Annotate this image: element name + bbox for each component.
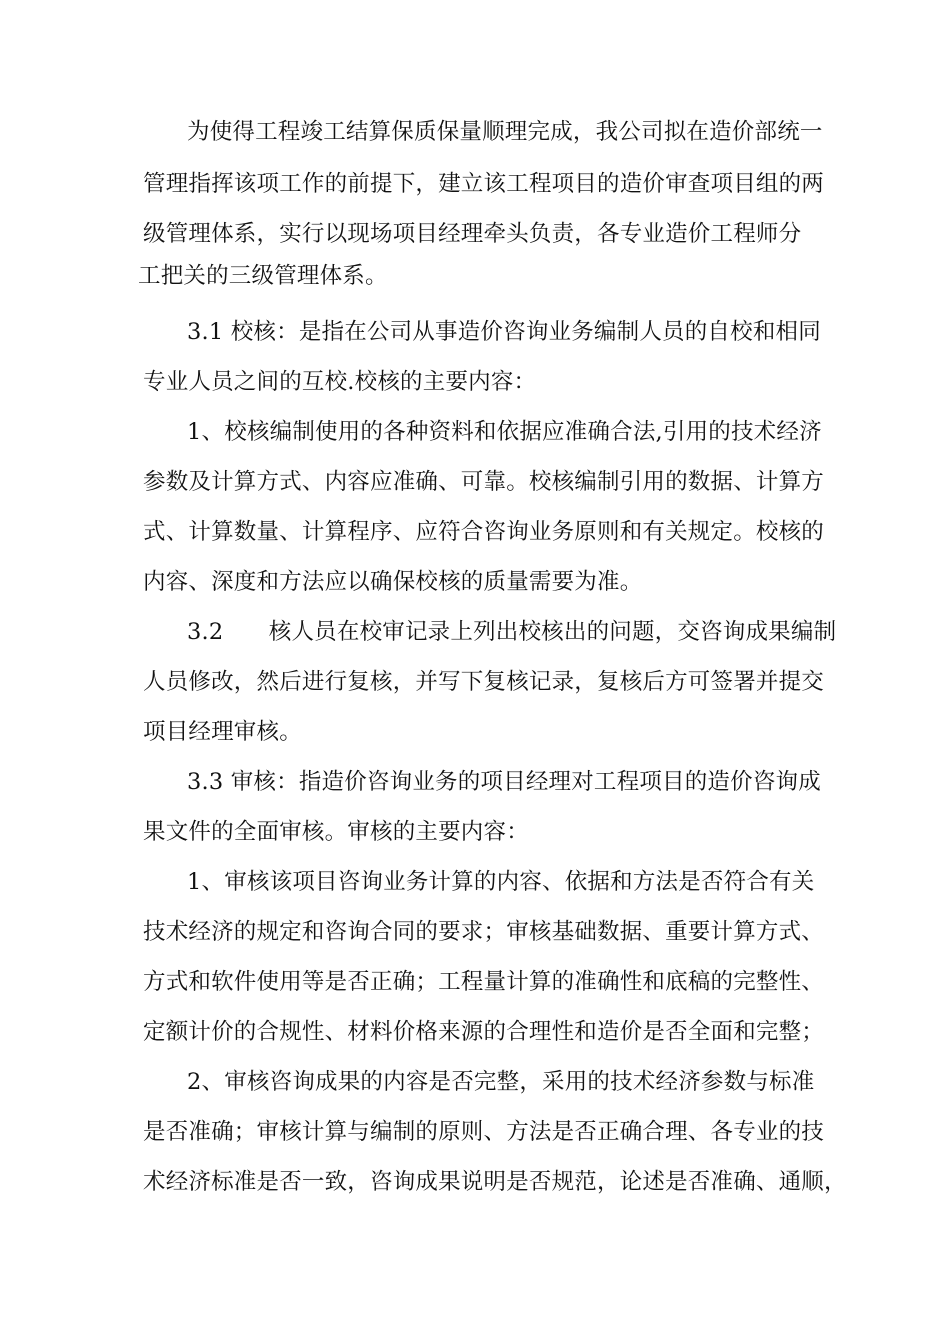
- text-line-18: 方式和软件使用等是否正确；工程量计算的准确性和底稿的完整性、: [143, 969, 825, 995]
- text-line-14: 3.3 审核：指造价咨询业务的项目经理对工程项目的造价咨询成: [187, 769, 821, 795]
- text-line-19: 定额计价的合规性、材料价格来源的合理性和造价是否全面和完整；: [143, 1019, 825, 1045]
- text-line-9: 式、计算数量、计算程序、应符合咨询业务原则和有关规定。校核的: [143, 519, 825, 545]
- text-line-17: 技术经济的规定和咨询合同的要求；审核基础数据、重要计算方式、: [143, 919, 825, 945]
- text-line-20: 2、审核咨询成果的内容是否完整，采用的技术经济参数与标准: [187, 1069, 815, 1095]
- text-line-15: 果文件的全面审核。审核的主要内容：: [143, 819, 529, 845]
- text-line-12: 人员修改，然后进行复核，并写下复核记录，复核后方可签署并提交: [143, 669, 825, 695]
- text-line-7: 1、校核编制使用的各种资料和依据应准确合法,引用的技术经济: [187, 419, 822, 445]
- text-line-22: 术经济标准是否一致，咨询成果说明是否规范，论述是否准确、通顺，: [143, 1169, 847, 1195]
- text-line-4: 工把关的三级管理体系。: [138, 263, 388, 289]
- text-line-5: 3.1 校核：是指在公司从事造价咨询业务编制人员的自校和相同: [187, 319, 821, 345]
- text-line-1: 为使得工程竣工结算保质保量顺理完成，我公司拟在造价部统一: [187, 119, 823, 145]
- text-line-8: 参数及计算方式、内容应准确、可靠。校核编制引用的数据、计算方: [143, 469, 825, 495]
- text-line-13: 项目经理审核。: [143, 719, 302, 745]
- text-line-10: 内容、深度和方法应以确保校核的质量需要为准。: [143, 569, 643, 595]
- text-line-6: 专业人员之间的互校.校核的主要内容：: [143, 369, 537, 395]
- text-line-11: 3.2 核人员在校审记录上列出校核出的问题，交咨询成果编制: [187, 619, 837, 645]
- text-line-16: 1、审核该项目咨询业务计算的内容、依据和方法是否符合有关: [187, 869, 815, 895]
- text-line-21: 是否准确；审核计算与编制的原则、方法是否正确合理、各专业的技: [143, 1119, 825, 1145]
- text-line-3: 级管理体系，实行以现场项目经理牵头负责，各专业造价工程师分: [143, 221, 802, 247]
- text-line-2: 管理指挥该项工作的前提下，建立该工程项目的造价审查项目组的两: [143, 171, 825, 197]
